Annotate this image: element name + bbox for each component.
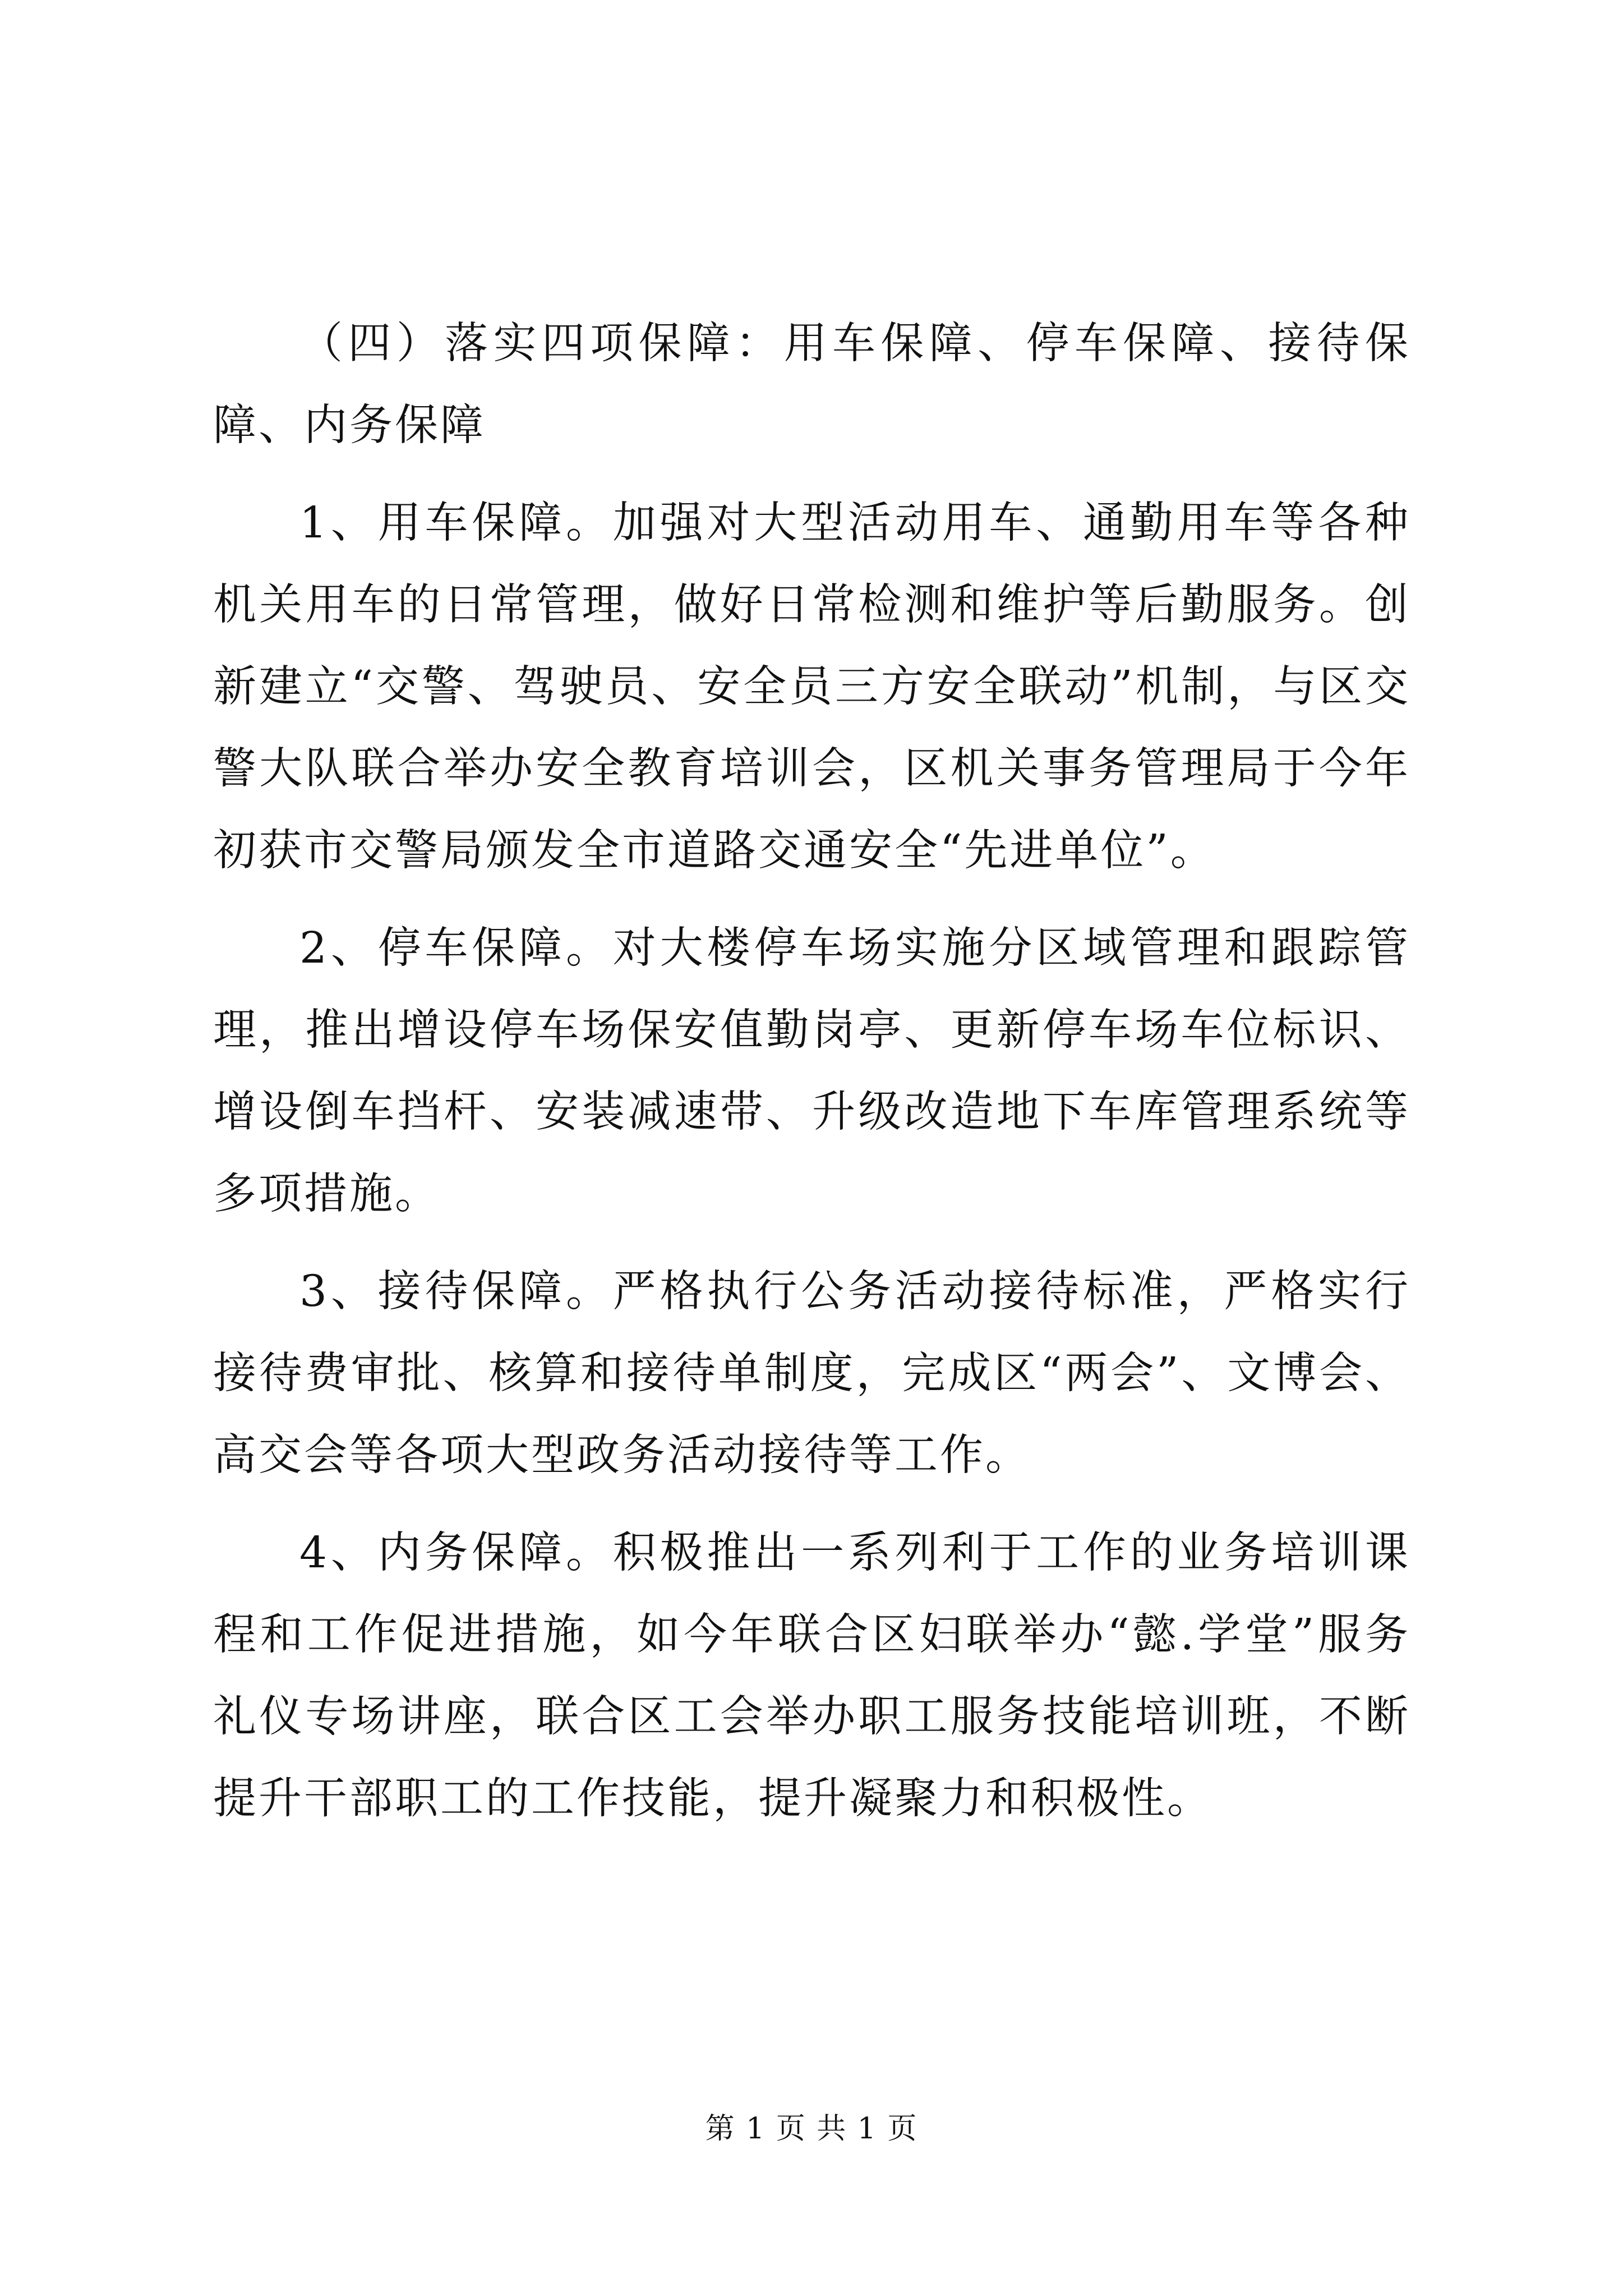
section-heading-paragraph: （四）落实四项保障：用车保障、停车保障、接待保障、内务保障 bbox=[213, 319, 1410, 450]
paragraph-reception-support: 3、接待保障。严格执行公务活动接待标准，严格实行接待费审批、核算和接待单制度，完成区“两会”、文博会、高交会等各项大型政务活动接待等工作。 bbox=[213, 1267, 1410, 1480]
paragraph-vehicle-support: 1、用车保障。加强对大型活动用车、通勤用车等各种机关用车的日常管理，做好日常检测和维护等后勤服务。创新建立“交警、驾驶员、安全员三方安全联动”机制，与区交警大队联合举办安全教育培训会，区机关事务管理局于今年初获市交警局颁发全市道路交通安全“先进单位”。 bbox=[213, 498, 1410, 876]
document-body bbox=[213, 303, 1410, 1856]
paragraph-parking-support: 2、停车保障。对大楼停车场实施分区域管理和跟踪管理，推出增设停车场保安值勤岗亭、更新停车场车位标识、增设倒车挡杆、安装减速带、升级改造地下车库管理系统等多项措施。 bbox=[213, 923, 1410, 1219]
paragraph-internal-affairs-support: 4、内务保障。积极推出一系列利于工作的业务培训课程和工作促进措施，如今年联合区妇联举办“懿.学堂”服务礼仪专场讲座，联合区工会举办职工服务技能培训班，不断提升干部职工的工作技能，提升凝聚力和积极性。 bbox=[213, 1528, 1410, 1824]
page-number-footer: 第 1 页 共 1 页 bbox=[705, 2112, 918, 2146]
